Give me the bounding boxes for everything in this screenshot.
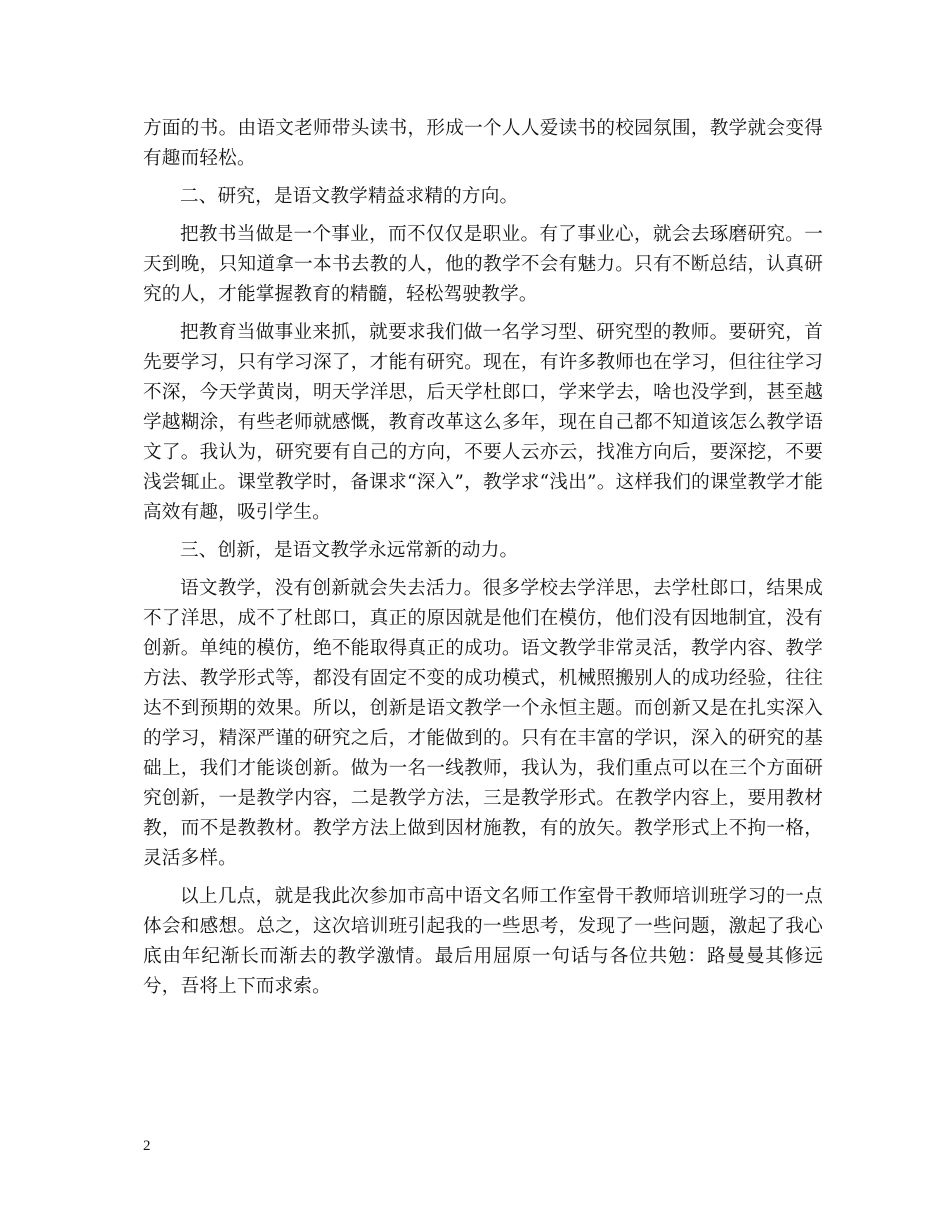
section-heading-research: 二、研究，是语文教学精益求精的方向。 <box>180 186 519 207</box>
document-body <box>143 114 823 1010</box>
paragraph-continuation: 方面的书。由语文老师带头读书，形成一个人人爱读书的校园氛围，教学就会变得有趣而轻松。 <box>143 118 823 169</box>
paragraph-innovation: 语文教学，没有创新就会失去活力。很多学校去学洋思，去学杜郎口，结果成不了洋思，成不了杜郎口，真正的原因就是他们在模仿，他们没有因地制宜，没有创新。单纯的模仿，绝不能取得真正的成功。语文教学非常灵活，教学内容、教学方法、教学形式等，都没有固定不变的成功模式，机械照搬别人的成功经验，往往达不到预期的效果。所以，创新是语文教学一个永恒主题。而创新又是在扎实深入的学习，精深严谨的研究之后，才能做到的。只有在丰富的学识，深入的研究的基础上，我们才能谈创新。做为一名一线教师，我认为，我们重点可以在三个方面研究创新，一是教学内容，二是教学方法，三是教学形式。在教学内容上，要用教材教，而不是教教材。教学方法上做到因材施教，有的放矢。教学形式上不拘一格，灵活多样。 <box>143 578 823 869</box>
section-heading-innovation: 三、创新，是语文教学永远常新的动力。 <box>180 540 519 561</box>
paragraph-research-1: 把教书当做是一个事业，而不仅仅是职业。有了事业心，就会去琢磨研究。一天到晚，只知道拿一本书去教的人，他的教学不会有魅力。只有不断总结，认真研究的人，才能掌握教育的精髓，轻松驾驶教学。 <box>143 224 823 305</box>
paragraph-research-2: 把教育当做事业来抓，就要求我们做一名学习型、研究型的教师。要研究，首先要学习，只有学习深了，才能有研究。现在，有许多教师也在学习，但往往学习不深，今天学黄岗，明天学洋思，后天学杜郎口，学来学去，啥也没学到，甚至越学越糊涂，有些老师就感慨，教育改革这么多年，现在自己都不知道该怎么教学语文了。我认为，研究要有自己的方向，不要人云亦云，找准方向后，要深挖，不要浅尝辄止。课堂教学时，备课求“深入”，教学求“浅出”。这样我们的课堂教学才能高效有趣，吸引学生。 <box>143 322 823 523</box>
page-number: 2 <box>143 1138 151 1154</box>
paragraph-conclusion: 以上几点，就是我此次参加市高中语文名师工作室骨干教师培训班学习的一点体会和感想。总之，这次培训班引起我的一些思考，发现了一些问题，激起了我心底由年纪渐长而渐去的教学激情。最后用屈原一句话与各位共勉：路曼曼其修远兮，吾将上下而求索。 <box>143 886 823 997</box>
